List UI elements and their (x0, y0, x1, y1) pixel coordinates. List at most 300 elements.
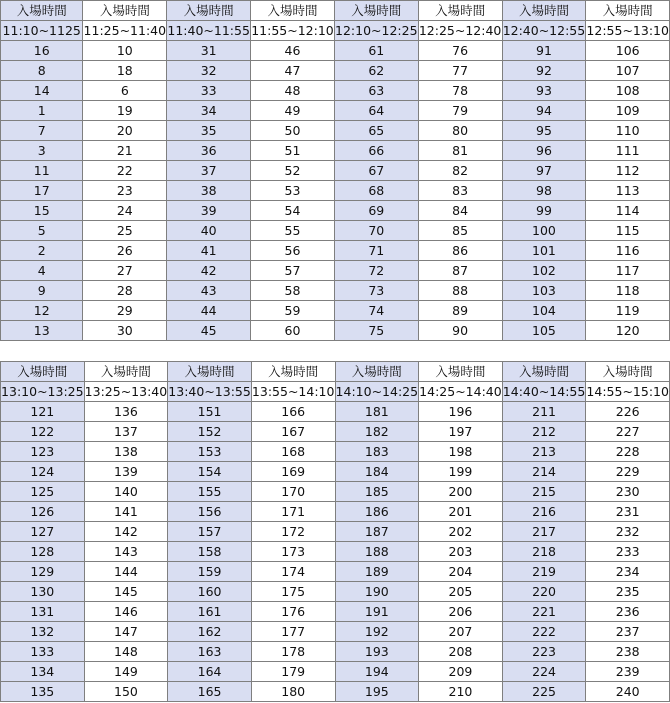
entry-time-table-1 (0, 0, 670, 341)
number-cell: 127 (1, 522, 85, 542)
number-cell: 22 (83, 161, 167, 181)
number-cell: 72 (334, 261, 418, 281)
number-cell: 217 (502, 522, 586, 542)
number-cell: 100 (502, 221, 586, 241)
number-cell: 81 (418, 141, 502, 161)
number-cell: 144 (84, 562, 168, 582)
number-cell: 130 (1, 582, 85, 602)
number-cell: 91 (502, 41, 586, 61)
number-cell: 8 (1, 61, 83, 81)
number-cell: 48 (251, 81, 335, 101)
number-cell: 207 (419, 622, 503, 642)
number-cell: 45 (167, 321, 251, 341)
number-cell: 200 (419, 482, 503, 502)
number-cell: 49 (251, 101, 335, 121)
number-cell: 94 (502, 101, 586, 121)
number-cell: 21 (83, 141, 167, 161)
number-cell: 188 (335, 542, 419, 562)
number-cell: 239 (586, 662, 670, 682)
number-cell: 76 (418, 41, 502, 61)
number-cell: 34 (167, 101, 251, 121)
header-label-row (1, 1, 670, 21)
number-cell: 113 (586, 181, 670, 201)
number-cell: 23 (83, 181, 167, 201)
number-cell: 85 (418, 221, 502, 241)
table-row (1, 241, 670, 261)
number-cell: 203 (419, 542, 503, 562)
number-cell: 19 (83, 101, 167, 121)
number-cell: 164 (168, 662, 252, 682)
number-cell: 167 (251, 422, 335, 442)
time-slot-cell: 13:10~13:25 (1, 382, 85, 402)
number-cell: 87 (418, 261, 502, 281)
number-cell: 29 (83, 301, 167, 321)
number-cell: 132 (1, 622, 85, 642)
number-cell: 189 (335, 562, 419, 582)
column-header-label: 入場時間 (418, 1, 502, 21)
number-cell: 234 (586, 562, 670, 582)
number-cell: 7 (1, 121, 83, 141)
number-cell: 89 (418, 301, 502, 321)
number-cell: 77 (418, 61, 502, 81)
number-cell: 129 (1, 562, 85, 582)
number-cell: 86 (418, 241, 502, 261)
number-cell: 67 (334, 161, 418, 181)
table-row (1, 462, 670, 482)
number-cell: 119 (586, 301, 670, 321)
number-cell: 43 (167, 281, 251, 301)
number-cell: 10 (83, 41, 167, 61)
table-row (1, 261, 670, 281)
time-slot-cell: 14:25~14:40 (419, 382, 503, 402)
number-cell: 108 (586, 81, 670, 101)
time-slot-cell: 13:25~13:40 (84, 382, 168, 402)
column-header-label: 入場時間 (1, 362, 85, 382)
number-cell: 70 (334, 221, 418, 241)
number-cell: 173 (251, 542, 335, 562)
number-cell: 84 (418, 201, 502, 221)
number-cell: 171 (251, 502, 335, 522)
number-cell: 112 (586, 161, 670, 181)
number-cell: 82 (418, 161, 502, 181)
number-cell: 235 (586, 582, 670, 602)
number-cell: 99 (502, 201, 586, 221)
number-cell: 59 (251, 301, 335, 321)
table-row (1, 662, 670, 682)
number-cell: 170 (251, 482, 335, 502)
time-slot-cell: 12:55~13:10 (586, 21, 670, 41)
column-header-label: 入場時間 (83, 1, 167, 21)
number-cell: 56 (251, 241, 335, 261)
table-row (1, 482, 670, 502)
number-cell: 2 (1, 241, 83, 261)
number-cell: 215 (502, 482, 586, 502)
number-cell: 4 (1, 261, 83, 281)
column-header-label: 入場時間 (251, 362, 335, 382)
number-cell: 163 (168, 642, 252, 662)
number-cell: 68 (334, 181, 418, 201)
number-cell: 221 (502, 602, 586, 622)
number-cell: 55 (251, 221, 335, 241)
number-cell: 36 (167, 141, 251, 161)
number-cell: 136 (84, 402, 168, 422)
number-cell: 224 (502, 662, 586, 682)
number-cell: 126 (1, 502, 85, 522)
table-row (1, 422, 670, 442)
table-row (1, 582, 670, 602)
number-cell: 166 (251, 402, 335, 422)
number-cell: 128 (1, 542, 85, 562)
number-cell: 177 (251, 622, 335, 642)
time-slot-row (1, 21, 670, 41)
number-cell: 193 (335, 642, 419, 662)
number-cell: 78 (418, 81, 502, 101)
number-cell: 11 (1, 161, 83, 181)
number-cell: 159 (168, 562, 252, 582)
table-row (1, 61, 670, 81)
column-header-label: 入場時間 (168, 362, 252, 382)
number-cell: 25 (83, 221, 167, 241)
number-cell: 97 (502, 161, 586, 181)
time-slot-cell: 14:40~14:55 (502, 382, 586, 402)
number-cell: 39 (167, 201, 251, 221)
number-cell: 204 (419, 562, 503, 582)
number-cell: 63 (334, 81, 418, 101)
number-cell: 209 (419, 662, 503, 682)
number-cell: 133 (1, 642, 85, 662)
number-cell: 190 (335, 582, 419, 602)
header-label-row (1, 362, 670, 382)
number-cell: 153 (168, 442, 252, 462)
table-row (1, 321, 670, 341)
number-cell: 54 (251, 201, 335, 221)
table-row (1, 201, 670, 221)
column-header-label: 入場時間 (335, 362, 419, 382)
number-cell: 53 (251, 181, 335, 201)
number-cell: 154 (168, 462, 252, 482)
number-cell: 198 (419, 442, 503, 462)
number-cell: 178 (251, 642, 335, 662)
number-cell: 135 (1, 682, 85, 702)
number-cell: 161 (168, 602, 252, 622)
number-cell: 206 (419, 602, 503, 622)
number-cell: 80 (418, 121, 502, 141)
number-cell: 106 (586, 41, 670, 61)
number-cell: 92 (502, 61, 586, 81)
number-cell: 120 (586, 321, 670, 341)
number-cell: 202 (419, 522, 503, 542)
number-cell: 211 (502, 402, 586, 422)
number-cell: 150 (84, 682, 168, 702)
number-cell: 64 (334, 101, 418, 121)
number-cell: 233 (586, 542, 670, 562)
time-slot-cell: 11:40~11:55 (167, 21, 251, 41)
number-cell: 176 (251, 602, 335, 622)
number-cell: 213 (502, 442, 586, 462)
number-cell: 121 (1, 402, 85, 422)
number-cell: 186 (335, 502, 419, 522)
number-cell: 187 (335, 522, 419, 542)
table-row (1, 522, 670, 542)
column-header-label: 入場時間 (251, 1, 335, 21)
column-header-label: 入場時間 (1, 1, 83, 21)
column-header-label: 入場時間 (502, 362, 586, 382)
number-cell: 223 (502, 642, 586, 662)
number-cell: 114 (586, 201, 670, 221)
number-cell: 212 (502, 422, 586, 442)
number-cell: 220 (502, 582, 586, 602)
number-cell: 28 (83, 281, 167, 301)
number-cell: 31 (167, 41, 251, 61)
number-cell: 79 (418, 101, 502, 121)
number-cell: 219 (502, 562, 586, 582)
number-cell: 157 (168, 522, 252, 542)
number-cell: 35 (167, 121, 251, 141)
number-cell: 71 (334, 241, 418, 261)
number-cell: 51 (251, 141, 335, 161)
number-cell: 12 (1, 301, 83, 321)
number-cell: 83 (418, 181, 502, 201)
table-row (1, 41, 670, 61)
number-cell: 151 (168, 402, 252, 422)
number-cell: 1 (1, 101, 83, 121)
number-cell: 75 (334, 321, 418, 341)
number-cell: 123 (1, 442, 85, 462)
number-cell: 46 (251, 41, 335, 61)
number-cell: 69 (334, 201, 418, 221)
number-cell: 13 (1, 321, 83, 341)
number-cell: 227 (586, 422, 670, 442)
number-cell: 201 (419, 502, 503, 522)
time-slot-cell: 11:10~1125 (1, 21, 83, 41)
number-cell: 196 (419, 402, 503, 422)
number-cell: 139 (84, 462, 168, 482)
table-row (1, 141, 670, 161)
number-cell: 168 (251, 442, 335, 462)
number-cell: 57 (251, 261, 335, 281)
number-cell: 175 (251, 582, 335, 602)
column-header-label: 入場時間 (334, 1, 418, 21)
number-cell: 102 (502, 261, 586, 281)
number-cell: 147 (84, 622, 168, 642)
table-row (1, 281, 670, 301)
number-cell: 118 (586, 281, 670, 301)
number-cell: 111 (586, 141, 670, 161)
table-row (1, 121, 670, 141)
table-row (1, 502, 670, 522)
number-cell: 179 (251, 662, 335, 682)
number-cell: 38 (167, 181, 251, 201)
number-cell: 30 (83, 321, 167, 341)
number-cell: 104 (502, 301, 586, 321)
number-cell: 237 (586, 622, 670, 642)
number-cell: 17 (1, 181, 83, 201)
number-cell: 73 (334, 281, 418, 301)
number-cell: 110 (586, 121, 670, 141)
number-cell: 16 (1, 41, 83, 61)
number-cell: 14 (1, 81, 83, 101)
column-header-label: 入場時間 (419, 362, 503, 382)
time-slot-cell: 13:40~13:55 (168, 382, 252, 402)
number-cell: 191 (335, 602, 419, 622)
number-cell: 169 (251, 462, 335, 482)
number-cell: 61 (334, 41, 418, 61)
number-cell: 152 (168, 422, 252, 442)
number-cell: 231 (586, 502, 670, 522)
number-cell: 74 (334, 301, 418, 321)
time-slot-cell: 12:25~12:40 (418, 21, 502, 41)
table-row (1, 642, 670, 662)
number-cell: 101 (502, 241, 586, 261)
entry-time-table-2 (0, 361, 670, 702)
number-cell: 195 (335, 682, 419, 702)
number-cell: 6 (83, 81, 167, 101)
number-cell: 105 (502, 321, 586, 341)
time-slot-cell: 11:55~12:10 (251, 21, 335, 41)
time-slot-cell: 12:10~12:25 (334, 21, 418, 41)
number-cell: 218 (502, 542, 586, 562)
number-cell: 192 (335, 622, 419, 642)
number-cell: 182 (335, 422, 419, 442)
number-cell: 124 (1, 462, 85, 482)
number-cell: 5 (1, 221, 83, 241)
number-cell: 185 (335, 482, 419, 502)
number-cell: 208 (419, 642, 503, 662)
number-cell: 107 (586, 61, 670, 81)
number-cell: 142 (84, 522, 168, 542)
number-cell: 20 (83, 121, 167, 141)
number-cell: 134 (1, 662, 85, 682)
column-header-label: 入場時間 (84, 362, 168, 382)
number-cell: 222 (502, 622, 586, 642)
column-header-label: 入場時間 (502, 1, 586, 21)
number-cell: 236 (586, 602, 670, 622)
number-cell: 226 (586, 402, 670, 422)
number-cell: 88 (418, 281, 502, 301)
number-cell: 197 (419, 422, 503, 442)
number-cell: 40 (167, 221, 251, 241)
number-cell: 32 (167, 61, 251, 81)
number-cell: 143 (84, 542, 168, 562)
number-cell: 160 (168, 582, 252, 602)
table-row (1, 301, 670, 321)
number-cell: 66 (334, 141, 418, 161)
table-row (1, 442, 670, 462)
number-cell: 44 (167, 301, 251, 321)
number-cell: 96 (502, 141, 586, 161)
number-cell: 145 (84, 582, 168, 602)
time-slot-cell: 11:25~11:40 (83, 21, 167, 41)
number-cell: 117 (586, 261, 670, 281)
number-cell: 162 (168, 622, 252, 642)
number-cell: 42 (167, 261, 251, 281)
table-row (1, 402, 670, 422)
number-cell: 165 (168, 682, 252, 702)
number-cell: 27 (83, 261, 167, 281)
number-cell: 37 (167, 161, 251, 181)
number-cell: 155 (168, 482, 252, 502)
number-cell: 103 (502, 281, 586, 301)
number-cell: 9 (1, 281, 83, 301)
number-cell: 205 (419, 582, 503, 602)
number-cell: 232 (586, 522, 670, 542)
number-cell: 24 (83, 201, 167, 221)
number-cell: 26 (83, 241, 167, 261)
number-cell: 158 (168, 542, 252, 562)
number-cell: 50 (251, 121, 335, 141)
number-cell: 109 (586, 101, 670, 121)
table-row (1, 161, 670, 181)
number-cell: 172 (251, 522, 335, 542)
time-slot-cell: 13:55~14:10 (251, 382, 335, 402)
number-cell: 3 (1, 141, 83, 161)
number-cell: 18 (83, 61, 167, 81)
number-cell: 131 (1, 602, 85, 622)
time-slot-row (1, 382, 670, 402)
number-cell: 228 (586, 442, 670, 462)
number-cell: 240 (586, 682, 670, 702)
number-cell: 47 (251, 61, 335, 81)
number-cell: 15 (1, 201, 83, 221)
number-cell: 60 (251, 321, 335, 341)
table-row (1, 101, 670, 121)
table-row (1, 682, 670, 702)
number-cell: 52 (251, 161, 335, 181)
number-cell: 184 (335, 462, 419, 482)
number-cell: 93 (502, 81, 586, 101)
table-row (1, 562, 670, 582)
number-cell: 122 (1, 422, 85, 442)
number-cell: 148 (84, 642, 168, 662)
number-cell: 183 (335, 442, 419, 462)
number-cell: 41 (167, 241, 251, 261)
number-cell: 95 (502, 121, 586, 141)
number-cell: 62 (334, 61, 418, 81)
number-cell: 216 (502, 502, 586, 522)
number-cell: 115 (586, 221, 670, 241)
number-cell: 174 (251, 562, 335, 582)
table-row (1, 542, 670, 562)
column-header-label: 入場時間 (586, 362, 670, 382)
time-slot-cell: 12:40~12:55 (502, 21, 586, 41)
number-cell: 65 (334, 121, 418, 141)
number-cell: 210 (419, 682, 503, 702)
table-row (1, 622, 670, 642)
table-row (1, 602, 670, 622)
number-cell: 98 (502, 181, 586, 201)
column-header-label: 入場時間 (167, 1, 251, 21)
number-cell: 229 (586, 462, 670, 482)
number-cell: 146 (84, 602, 168, 622)
table-row (1, 81, 670, 101)
number-cell: 140 (84, 482, 168, 502)
number-cell: 156 (168, 502, 252, 522)
number-cell: 33 (167, 81, 251, 101)
time-slot-cell: 14:10~14:25 (335, 382, 419, 402)
table-row (1, 221, 670, 241)
number-cell: 199 (419, 462, 503, 482)
number-cell: 90 (418, 321, 502, 341)
table-row (1, 181, 670, 201)
number-cell: 138 (84, 442, 168, 462)
number-cell: 194 (335, 662, 419, 682)
number-cell: 137 (84, 422, 168, 442)
column-header-label: 入場時間 (586, 1, 670, 21)
number-cell: 214 (502, 462, 586, 482)
number-cell: 116 (586, 241, 670, 261)
number-cell: 230 (586, 482, 670, 502)
number-cell: 225 (502, 682, 586, 702)
